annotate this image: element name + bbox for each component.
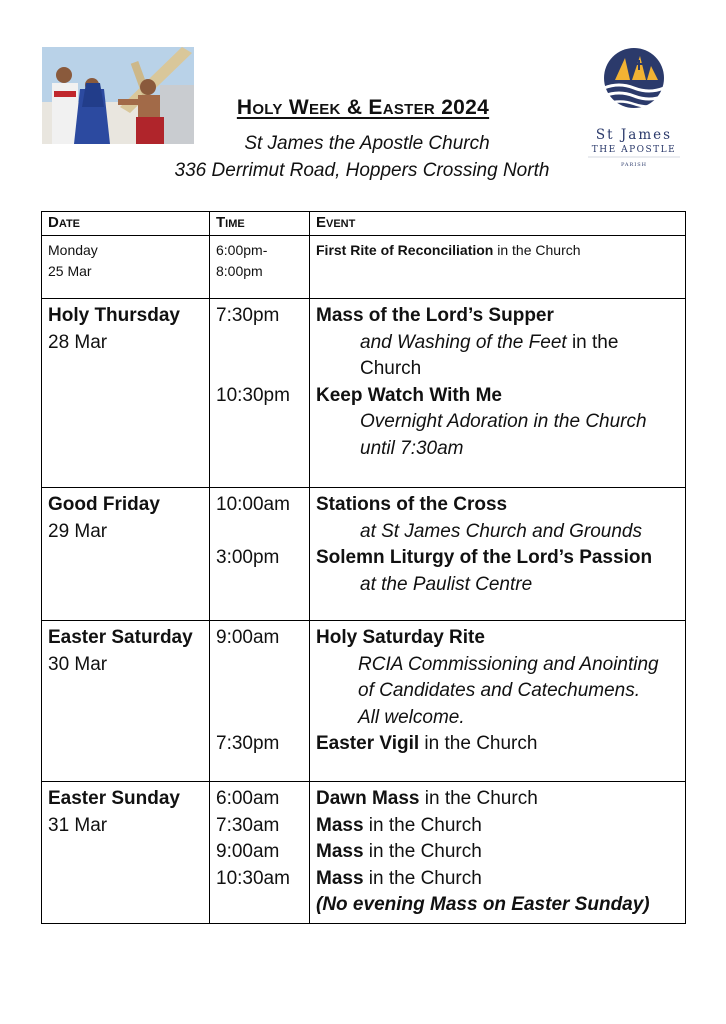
event-title: Dawn Mass bbox=[316, 788, 420, 809]
date-cell bbox=[42, 621, 210, 782]
event-title: Holy Saturday Rite bbox=[316, 627, 485, 648]
church-address: 336 Derrimut Road, Hoppers Crossing North bbox=[174, 160, 550, 181]
page-title: Holy Week & Easter 2024 bbox=[236, 96, 490, 119]
event-note: (No evening Mass on Easter Sunday) bbox=[316, 894, 650, 916]
day-label: Good Friday bbox=[48, 494, 160, 515]
day-label: Monday bbox=[48, 242, 98, 258]
logo-line2: the Apostle bbox=[591, 145, 677, 155]
event-location: in the Church bbox=[419, 788, 538, 809]
time-label: 9:00am bbox=[216, 841, 280, 863]
date-label: 30 Mar bbox=[48, 653, 108, 675]
date-cell bbox=[42, 488, 210, 621]
header-event: Event bbox=[310, 212, 686, 236]
event-detail: Church bbox=[360, 358, 422, 380]
event-title: Easter Vigil bbox=[316, 733, 420, 755]
event-title: Mass bbox=[316, 867, 364, 889]
logo-line3: PARISH bbox=[620, 162, 648, 168]
date-cell bbox=[42, 299, 210, 488]
event-title: Mass of the Lord’s Supper bbox=[316, 305, 554, 326]
day-label: Easter Saturday bbox=[48, 627, 193, 648]
time-label: 7:30pm bbox=[216, 305, 280, 326]
event-location: in the Church bbox=[363, 814, 482, 836]
time-label: 7:30am bbox=[216, 814, 280, 836]
event-detail: and Washing of the Feet bbox=[360, 331, 567, 353]
time-label: 10:00am bbox=[216, 494, 290, 515]
time-cell bbox=[210, 236, 310, 299]
time-label: 7:30pm bbox=[216, 733, 280, 755]
event-location: in the Church bbox=[363, 841, 482, 863]
event-location: in the Church bbox=[493, 242, 581, 258]
event-title: Mass bbox=[316, 814, 364, 836]
event-cell bbox=[310, 782, 686, 924]
table-row-friday bbox=[42, 488, 686, 621]
event-cell bbox=[310, 488, 686, 621]
church-name: St James the Apostle Church bbox=[244, 133, 490, 154]
table-row-sunday bbox=[42, 782, 686, 924]
time-label: 8:00pm bbox=[216, 263, 263, 279]
time-cell bbox=[210, 621, 310, 782]
event-title: Keep Watch With Me bbox=[316, 384, 502, 406]
date-label: 25 Mar bbox=[48, 263, 92, 279]
time-label: 10:30am bbox=[216, 867, 290, 889]
date-cell bbox=[42, 236, 210, 299]
event-detail: at St James Church and Grounds bbox=[360, 520, 642, 542]
date-label: 29 Mar bbox=[48, 520, 108, 542]
event-detail: RCIA Commissioning and Anointing bbox=[358, 653, 659, 675]
event-title: Stations of the Cross bbox=[316, 494, 508, 515]
date-label: 28 Mar bbox=[48, 331, 108, 353]
header-time: Time bbox=[210, 212, 310, 236]
time-label: 10:30pm bbox=[216, 384, 290, 406]
header-date: Date bbox=[42, 212, 210, 236]
date-cell bbox=[42, 782, 210, 924]
event-title: First Rite of Reconciliation bbox=[316, 242, 494, 258]
time-cell bbox=[210, 782, 310, 924]
day-label: Easter Sunday bbox=[48, 788, 180, 809]
time-label: 9:00am bbox=[216, 627, 280, 648]
event-detail: Overnight Adoration in the Church bbox=[360, 411, 647, 433]
event-detail: at the Paulist Centre bbox=[360, 573, 533, 595]
event-title: Solemn Liturgy of the Lord’s Passion bbox=[316, 547, 653, 569]
event-detail: of Candidates and Catechumens. bbox=[358, 680, 641, 702]
event-location: in the Church bbox=[419, 733, 538, 755]
table-header-row bbox=[42, 212, 686, 236]
time-cell bbox=[210, 299, 310, 488]
table-row-thursday bbox=[42, 299, 686, 488]
event-detail: until 7:30am bbox=[360, 437, 464, 459]
day-label: Holy Thursday bbox=[48, 305, 180, 326]
event-cell bbox=[310, 236, 686, 299]
time-cell bbox=[210, 488, 310, 621]
schedule-table bbox=[41, 211, 686, 924]
table-row-monday bbox=[42, 236, 686, 299]
event-detail: All welcome. bbox=[358, 706, 465, 728]
event-detail: in the bbox=[566, 331, 619, 353]
logo-line1: St James bbox=[595, 127, 673, 143]
time-label: 3:00pm bbox=[216, 547, 280, 569]
event-location: in the Church bbox=[363, 867, 482, 889]
table-row-saturday bbox=[42, 621, 686, 782]
date-label: 31 Mar bbox=[48, 814, 108, 836]
event-cell bbox=[310, 299, 686, 488]
time-label: 6:00am bbox=[216, 788, 280, 809]
event-title: Mass bbox=[316, 841, 364, 863]
time-label: 6:00pm- bbox=[216, 242, 268, 258]
event-cell bbox=[310, 621, 686, 782]
